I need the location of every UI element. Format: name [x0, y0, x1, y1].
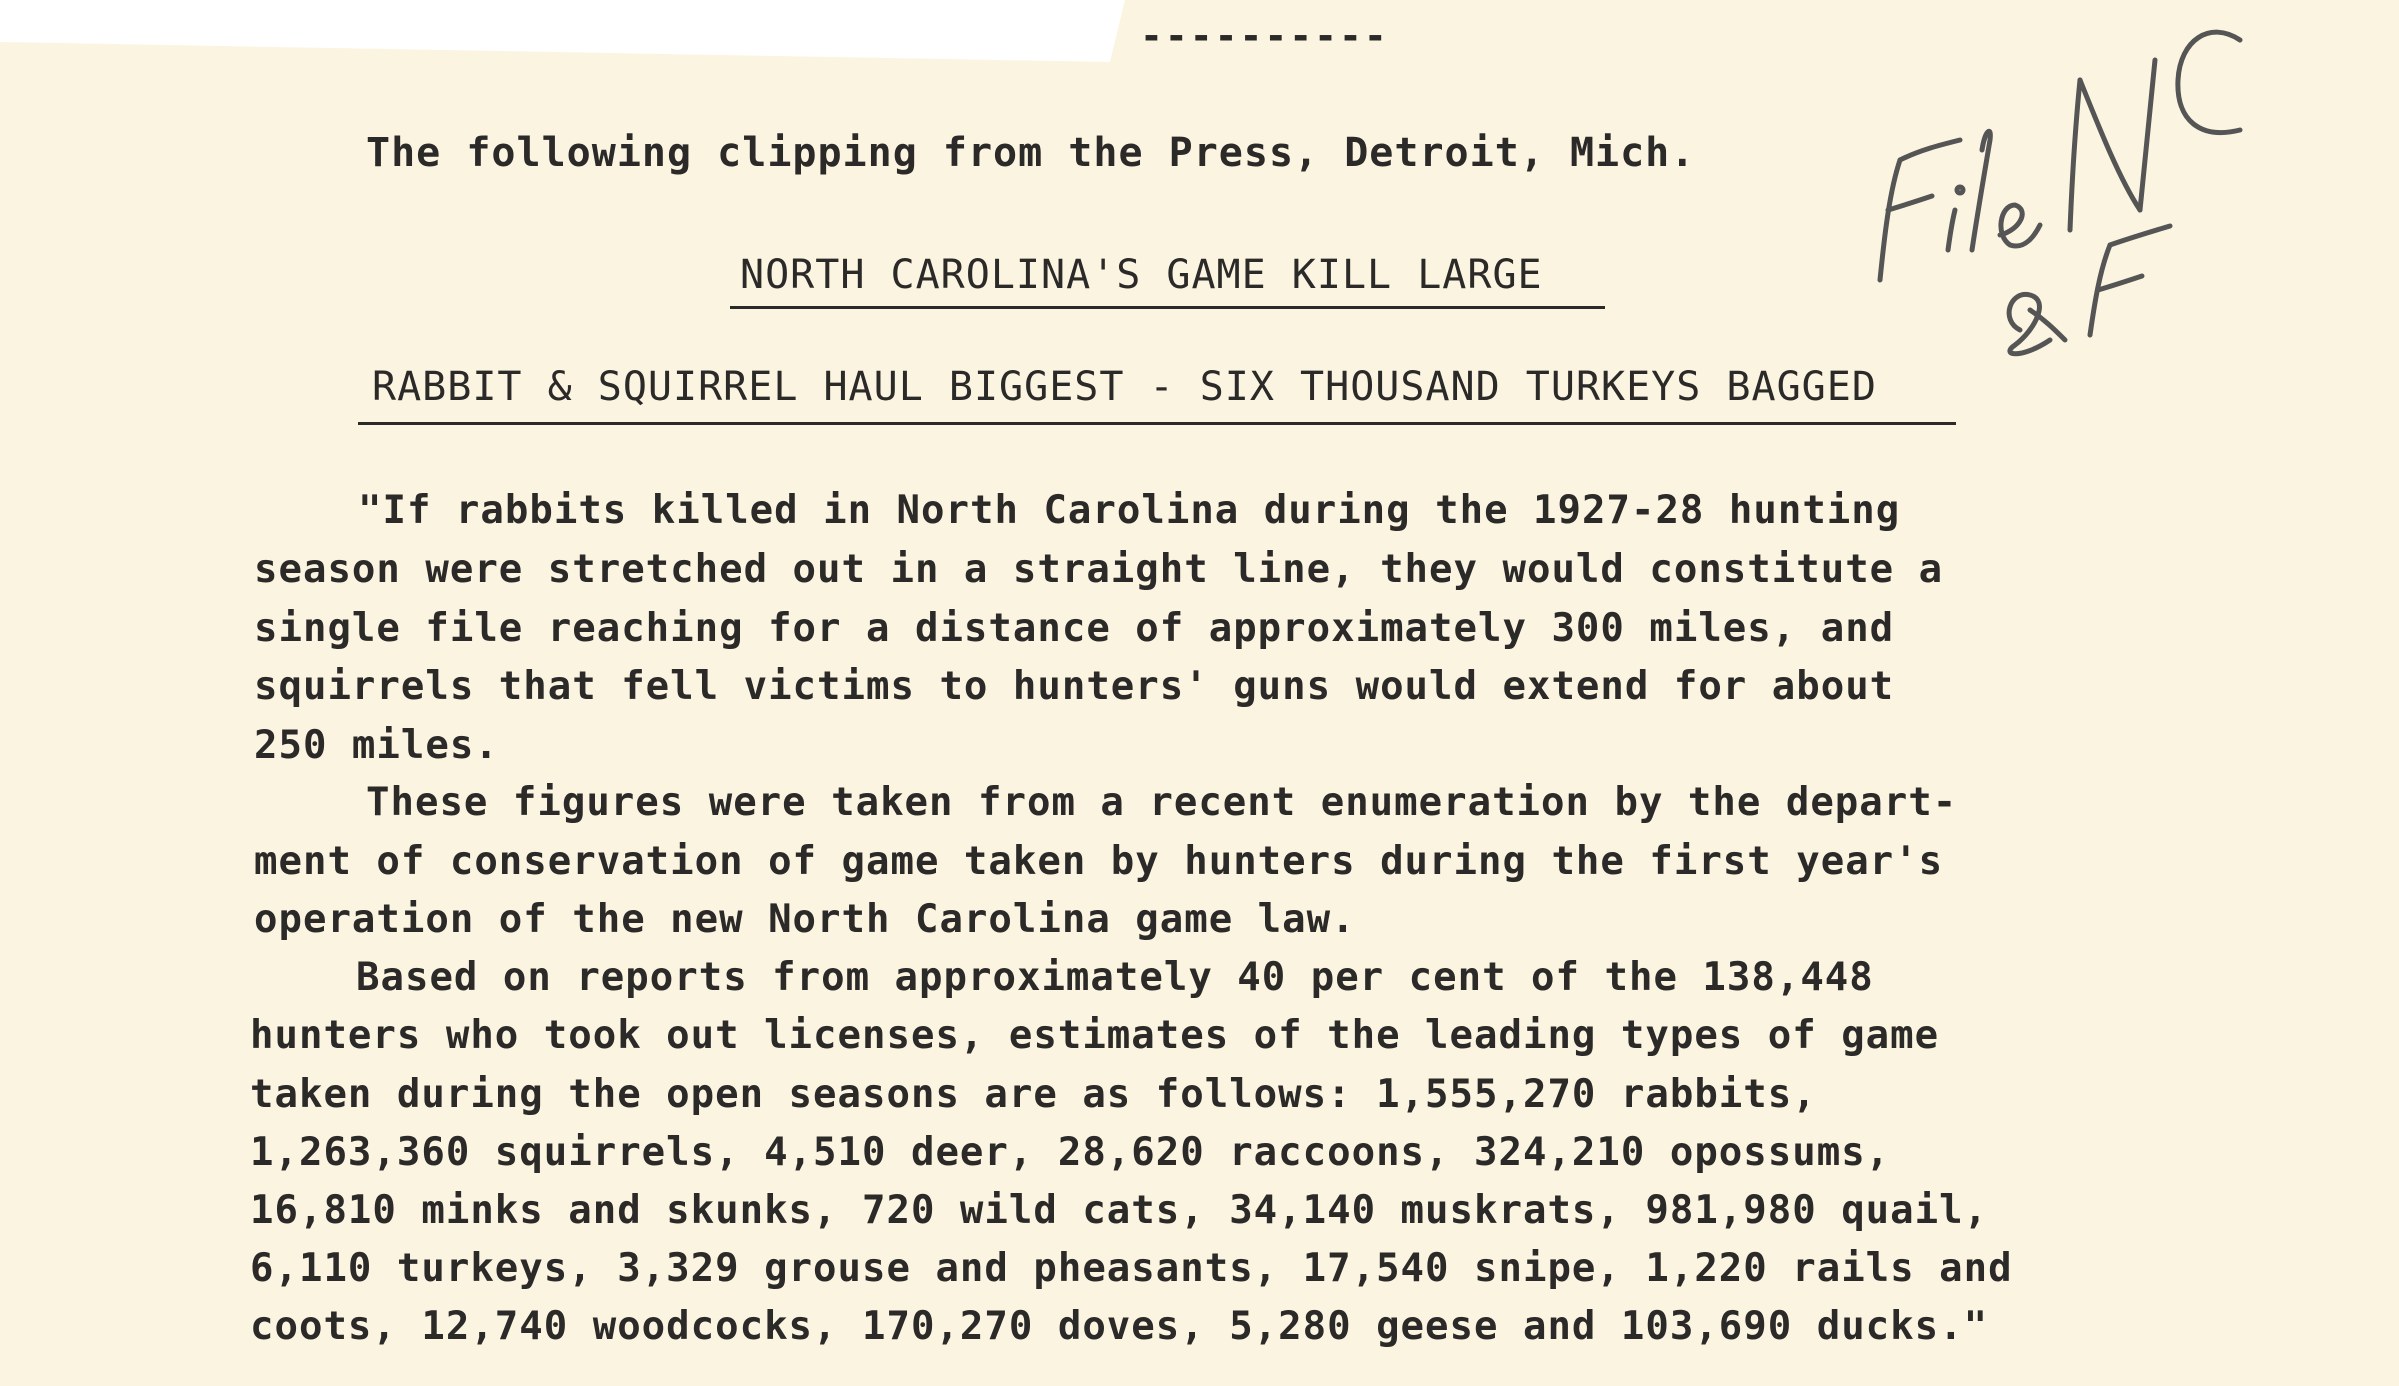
body-line: 250 miles.: [254, 723, 499, 768]
headline-underline: [730, 306, 1605, 309]
subheadline-underline: [358, 422, 1956, 425]
body-line: single file reaching for a distance of approximately 300 miles, and: [254, 606, 1895, 651]
body-line: operation of the new North Carolina game law.: [254, 897, 1356, 942]
body-line: 16,810 minks and skunks, 720 wild cats, 34,140 muskrats, 981,980 quail,: [250, 1188, 1989, 1233]
headline: NORTH CAROLINA'S GAME KILL LARGE: [740, 252, 1543, 298]
body-line: squirrels that fell victims to hunters' guns would extend for about: [254, 664, 1895, 709]
body-line: 1,263,360 squirrels, 4,510 deer, 28,620 raccoons, 324,210 opossums,: [250, 1130, 1891, 1175]
intro-line: The following clipping from the Press, Detroit, Mich.: [366, 130, 1696, 176]
body-line: These figures were taken from a recent enumeration by the depart-: [366, 780, 1958, 825]
body-line: ment of conservation of game taken by hunters during the first year's: [254, 839, 1944, 884]
body-line: taken during the open seasons are as follows: 1,555,270 rabbits,: [250, 1072, 1817, 1117]
subheadline: RABBIT & SQUIRREL HAUL BIGGEST - SIX THOUSAND TURKEYS BAGGED: [372, 364, 1877, 410]
body-line: season were stretched out in a straight line, they would constitute a: [254, 547, 1944, 592]
body-line: "If rabbits killed in North Carolina during the 1927-28 hunting: [358, 488, 1901, 533]
body-line: coots, 12,740 woodcocks, 170,270 doves, 5,280 geese and 103,690 ducks.": [250, 1304, 1989, 1349]
handwritten-annotation: [1860, 0, 2300, 360]
body-line: Based on reports from approximately 40 per cent of the 138,448: [356, 955, 1874, 1000]
body-line: 6,110 turkeys, 3,329 grouse and pheasants, 17,540 snipe, 1,220 rails and: [250, 1246, 2013, 1291]
body-line: hunters who took out licenses, estimates of the leading types of game: [250, 1013, 1940, 1058]
top-dash-line: ----------: [1140, 14, 1389, 58]
